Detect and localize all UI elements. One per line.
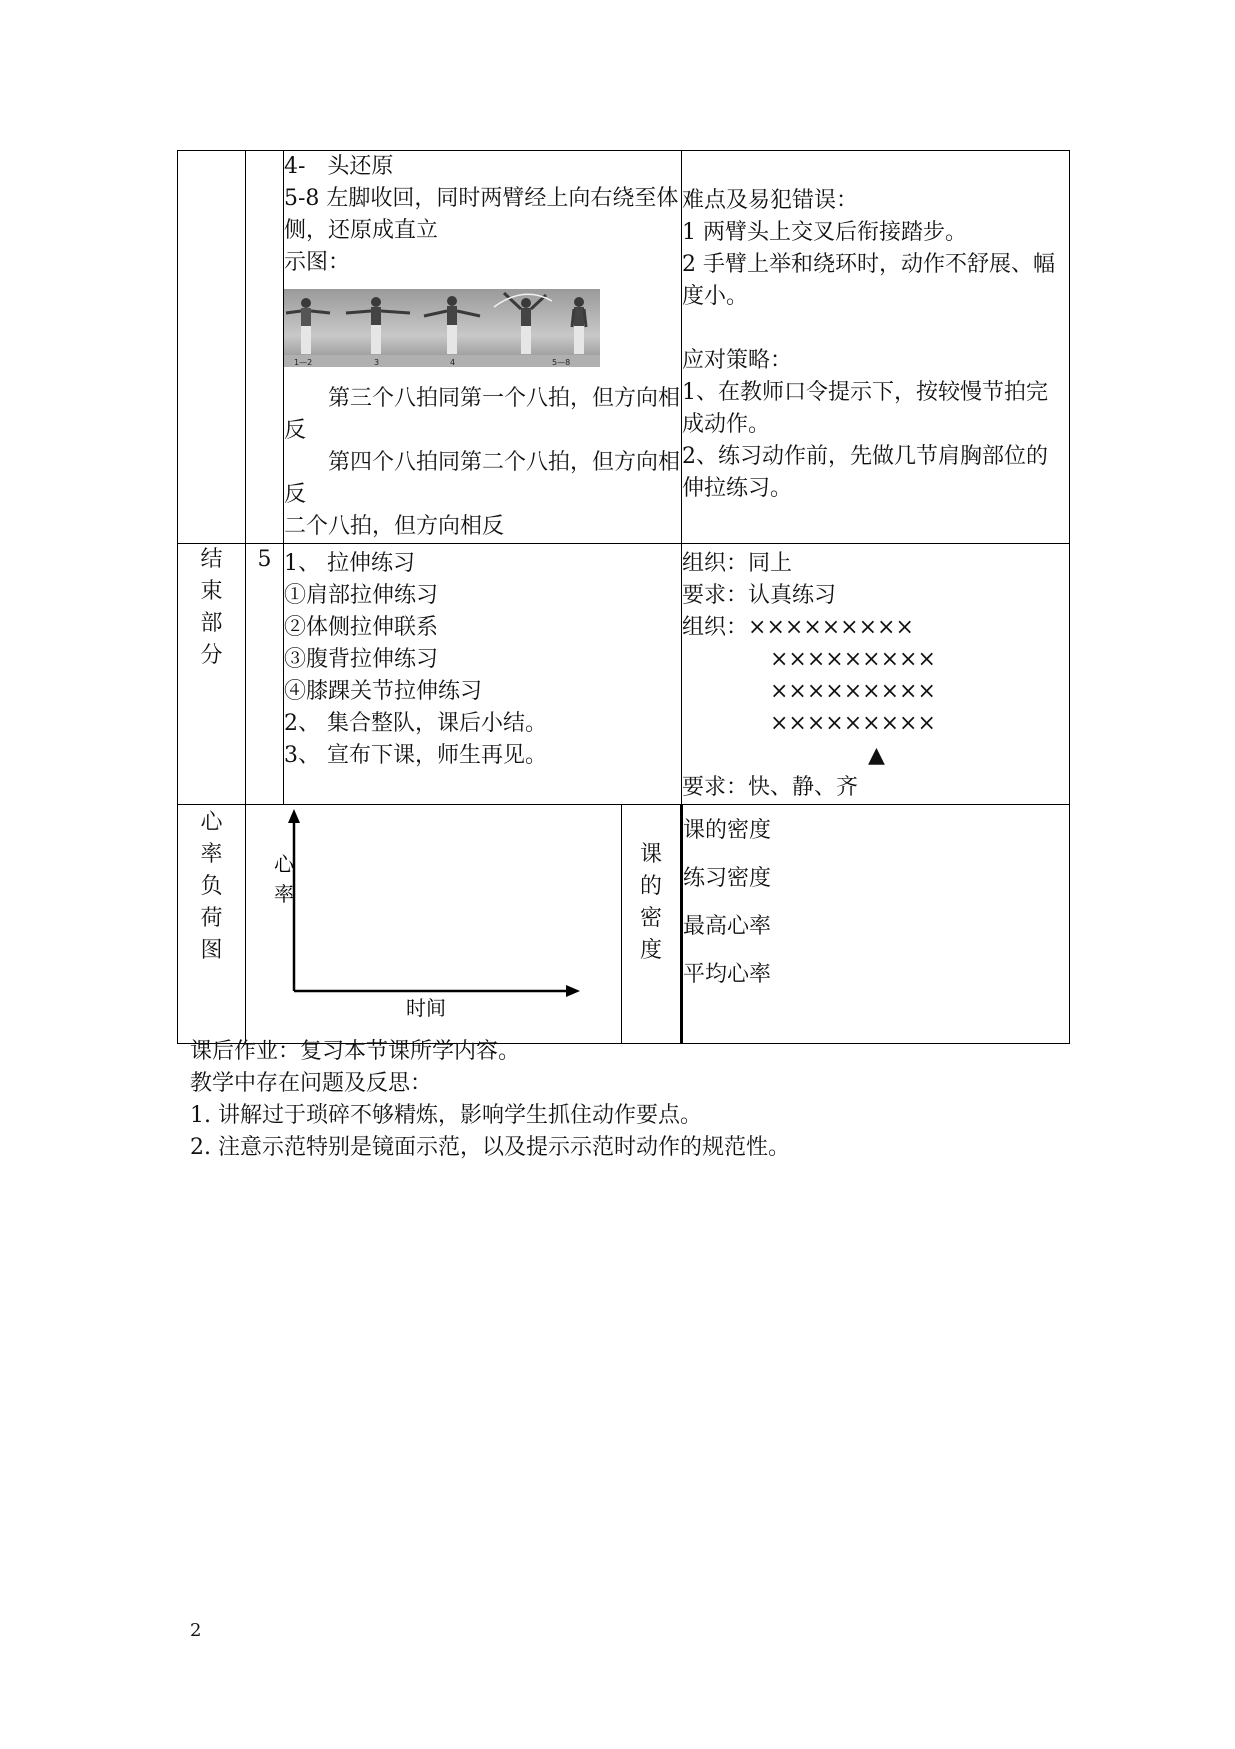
homework-line: 课后作业：复习本节课所学内容。 bbox=[190, 1039, 521, 1064]
content-line-1: 4- 头还原 bbox=[284, 154, 394, 179]
formation-row-3: ××××××××× bbox=[770, 679, 936, 704]
minutes-cell-empty bbox=[246, 151, 284, 544]
stat-max-heart-rate: 最高心率 bbox=[683, 914, 772, 939]
stat-practice-density: 练习密度 bbox=[683, 866, 772, 891]
lesson-plan-table bbox=[177, 150, 1070, 1044]
strategy-title: 应对策略： bbox=[682, 348, 793, 373]
x-axis-label: 时间 bbox=[406, 996, 446, 1020]
reflection-title: 教学中存在问题及反思： bbox=[190, 1071, 433, 1096]
heart-rate-label-cell bbox=[178, 805, 246, 1044]
minutes-cell bbox=[246, 544, 284, 805]
label-char: 心 bbox=[200, 810, 223, 835]
density-char: 的 bbox=[639, 874, 662, 899]
x-axis-arrow-icon bbox=[566, 985, 580, 997]
reflection-item-2: 2. 注意示范特别是镜面示范，以及提示示范时动作的规范性。 bbox=[190, 1135, 790, 1160]
label-char: 图 bbox=[200, 938, 223, 963]
stat-average-heart-rate: 平均心率 bbox=[683, 962, 772, 987]
label-char: 率 bbox=[200, 842, 223, 867]
formation-row-2: ××××××××× bbox=[770, 647, 936, 672]
ending-item-2: ①肩部拉伸练习 bbox=[284, 583, 439, 608]
organization-1: 组织：同上 bbox=[682, 551, 793, 576]
content-line-2: 5-8 左脚收回，同时两臂经上向右绕至体侧，还原成直立 bbox=[284, 186, 679, 243]
content-cell bbox=[284, 151, 682, 544]
difficulty-item-2: 2 手臂上举和绕环时，动作不舒展、幅度小。 bbox=[682, 252, 1055, 309]
stat-lesson-density: 课的密度 bbox=[683, 818, 772, 843]
section-char: 束 bbox=[200, 579, 223, 604]
minutes-value: 5 bbox=[257, 547, 272, 572]
strategy-item-2: 2、练习动作前，先做几节肩胸部位的伸拉练习。 bbox=[682, 444, 1048, 501]
requirement-1: 要求：认真练习 bbox=[682, 583, 837, 608]
section-char: 结 bbox=[200, 547, 223, 572]
requirement-2: 要求：快、静、齐 bbox=[682, 775, 859, 800]
difficulty-title: 难点及易犯错误： bbox=[682, 188, 859, 213]
density-char: 密 bbox=[639, 906, 662, 931]
heart-rate-chart bbox=[246, 805, 622, 1033]
ending-item-7: 3、 宣布下课，师生再见。 bbox=[284, 743, 547, 768]
table-row-ending-part bbox=[178, 544, 1070, 805]
demo-label-3: 4 bbox=[450, 358, 456, 367]
after-class-notes bbox=[190, 1036, 790, 1164]
content-line-3: 示图： bbox=[284, 250, 351, 275]
ending-item-4: ③腹背拉伸练习 bbox=[284, 647, 439, 672]
difficulty-item-1: 1 两臂头上交叉后衔接踏步。 bbox=[682, 220, 967, 245]
density-char: 课 bbox=[639, 842, 662, 867]
ending-item-1: 1、 拉伸练习 bbox=[284, 551, 415, 576]
table-row-heart-rate bbox=[178, 805, 1070, 1044]
heart-rate-chart-cell bbox=[246, 805, 622, 1044]
demo-label-4: 5—8 bbox=[552, 358, 571, 367]
section-char: 分 bbox=[200, 643, 223, 668]
paragraph-fourth-eight-beat: 第四个八拍同第二个八拍，但方向相反 bbox=[284, 450, 681, 507]
section-cell-empty bbox=[178, 151, 246, 544]
demonstration-image bbox=[284, 289, 600, 367]
demo-label-1: 1—2 bbox=[294, 358, 313, 367]
reflection-item-1: 1. 讲解过于琐碎不够精炼，影响学生抓住动作要点。 bbox=[190, 1103, 702, 1128]
ending-item-6: 2、 集合整队，课后小结。 bbox=[284, 711, 547, 736]
y-axis-label-char-1: 心 bbox=[274, 852, 294, 876]
formation-block bbox=[682, 612, 1069, 644]
section-char: 部 bbox=[200, 611, 223, 636]
table-row-main-practice bbox=[178, 151, 1070, 544]
formation-row-1: ××××××××× bbox=[748, 615, 914, 640]
label-char: 负 bbox=[200, 874, 223, 899]
page-number: 2 bbox=[190, 1620, 202, 1641]
demo-label-2: 3 bbox=[374, 358, 380, 367]
density-char: 度 bbox=[639, 938, 662, 963]
density-stats-cell bbox=[682, 805, 1070, 1044]
ending-content-cell bbox=[284, 544, 682, 805]
ending-item-3: ②体侧拉伸联系 bbox=[284, 615, 439, 640]
teacher-position-icon: ▲ bbox=[868, 743, 885, 768]
y-axis-arrow-icon bbox=[288, 809, 300, 823]
ending-item-5: ④膝踝关节拉伸练习 bbox=[284, 679, 483, 704]
strategy-item-1: 1、在教师口令提示下，按较慢节拍完成动作。 bbox=[682, 380, 1048, 437]
paragraph-third-eight-beat: 第三个八拍同第一个八拍，但方向相反 bbox=[284, 386, 681, 443]
difficulty-cell bbox=[682, 151, 1070, 544]
section-label-ending bbox=[178, 544, 246, 805]
organization-cell bbox=[682, 544, 1070, 805]
organization-2-label: 组织： bbox=[682, 615, 749, 640]
density-label-cell bbox=[622, 805, 682, 1044]
label-char: 荷 bbox=[200, 906, 223, 931]
formation-row-4: ××××××××× bbox=[770, 711, 936, 736]
paragraph-two-eight-beats: 二个八拍，但方向相反 bbox=[284, 514, 505, 539]
y-axis-label-char-2: 率 bbox=[274, 882, 294, 906]
